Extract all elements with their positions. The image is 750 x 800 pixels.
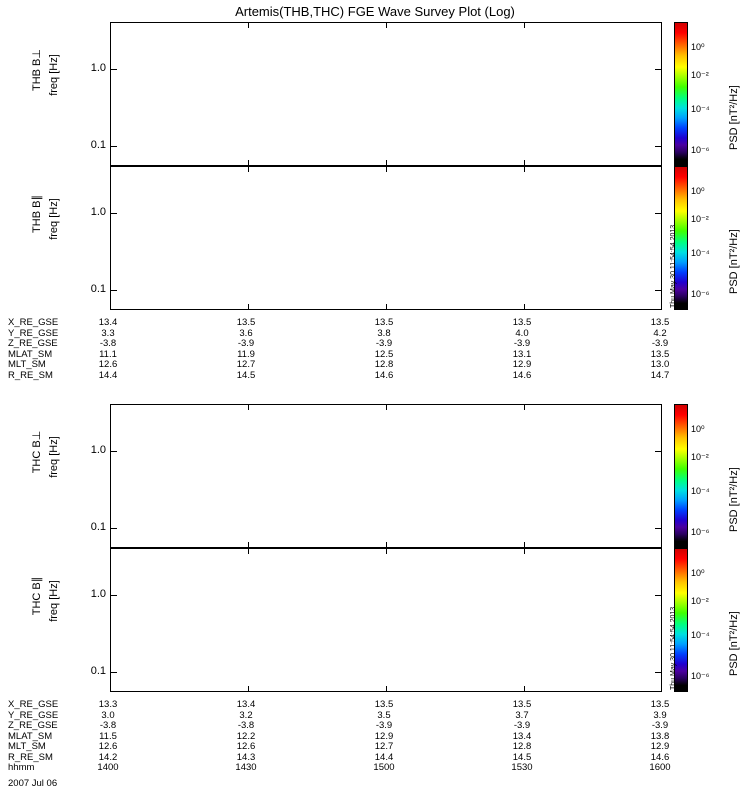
colorbar-3-tick-1: 10⁻² xyxy=(691,452,709,462)
panel-2-ytick-2: 0.1 xyxy=(90,283,106,295)
ephemeris-value: 14.2 xyxy=(98,751,118,763)
ephemeris-value: 12.5 xyxy=(374,348,394,360)
ephemeris-label: Y_RE_GSE xyxy=(8,709,59,721)
ephemeris-value: 13.5 xyxy=(650,699,670,710)
ephemeris-value: 4.0 xyxy=(515,327,529,339)
ephemeris-value: 3.3 xyxy=(101,327,115,339)
panel-4-y-title: THC B∥ xyxy=(31,576,43,616)
ephemeris-value: 12.9 xyxy=(512,359,532,370)
panel-3-y-subtitle: freq [Hz] xyxy=(48,436,60,478)
ephemeris-value: 12.8 xyxy=(512,741,532,752)
ephemeris-value: -3.9 xyxy=(375,338,393,349)
colorbar-3-tick-0: 10⁰ xyxy=(691,424,705,434)
ephemeris-value: 14.5 xyxy=(512,751,532,763)
ephemeris-value: -3.9 xyxy=(375,720,393,731)
ephemeris-value: 13.5 xyxy=(650,317,670,328)
colorbar-3-tick-3: 10⁻⁶ xyxy=(691,527,710,537)
panel-1-ytick-1: 1.0 xyxy=(90,62,106,74)
ephemeris-value: 3.2 xyxy=(239,709,253,721)
ephemeris-value: 13.5 xyxy=(374,317,394,328)
ephemeris-value: -3.9 xyxy=(651,720,669,731)
ephemeris-label: R_RE_SM xyxy=(8,751,53,763)
ephemeris-label: Z_RE_GSE xyxy=(8,720,58,731)
page-title: Artemis(THB,THC) FGE Wave Survey Plot (Log) xyxy=(235,4,515,19)
ephemeris-value: 13.3 xyxy=(98,699,118,710)
ephemeris-value: 14.6 xyxy=(374,369,394,381)
panel-thb-bperp xyxy=(110,22,662,166)
colorbar-1-label: PSD [nT²/Hz] xyxy=(728,85,740,150)
panel-2-y-title: THB B∥ xyxy=(31,195,43,233)
panel-thc-bpar xyxy=(110,548,662,692)
ephemeris-value: 13.5 xyxy=(650,348,670,360)
ephemeris-value: 12.6 xyxy=(98,741,118,752)
xtick-label: 1500 xyxy=(373,762,395,773)
ephemeris-value: -3.9 xyxy=(513,720,531,731)
ephemeris-value: 12.9 xyxy=(650,741,670,752)
ephemeris-value: -3.9 xyxy=(237,338,255,349)
colorbar-4-tick-1: 10⁻² xyxy=(691,596,709,606)
ephemeris-label: MLAT_SM xyxy=(8,730,53,742)
panel-3-ytick-1: 1.0 xyxy=(90,444,106,456)
ephemeris-value: 14.7 xyxy=(650,369,670,381)
ephemeris-value: 12.7 xyxy=(374,741,394,752)
colorbar-1-tick-0: 10⁰ xyxy=(691,42,705,52)
panel-3-ytick-2: 0.1 xyxy=(90,521,106,533)
colorbar-1-tick-1: 10⁻² xyxy=(691,70,709,80)
ephemeris-value: 12.6 xyxy=(236,741,256,752)
ephemeris-value: 14.4 xyxy=(98,369,118,381)
ephemeris-value: 13.4 xyxy=(98,317,118,328)
colorbar-4-tick-0: 10⁰ xyxy=(691,568,705,578)
ephemeris-row xyxy=(8,371,748,382)
panel-1-y-title: THB B⊥ xyxy=(31,49,43,91)
ephemeris-value: 14.3 xyxy=(236,751,256,763)
panel-1-y-subtitle: freq [Hz] xyxy=(48,54,60,96)
ephemeris-value: -3.8 xyxy=(237,720,255,731)
date-label: 2007 Jul 06 xyxy=(8,778,58,789)
ephemeris-value: -3.9 xyxy=(651,338,669,349)
ephemeris-value: 3.5 xyxy=(377,709,391,721)
ephemeris-value: 11.1 xyxy=(99,348,117,360)
ephemeris-value: 13.5 xyxy=(236,317,256,328)
panel-2-y-subtitle: freq [Hz] xyxy=(48,198,60,240)
panel-4-y-subtitle: freq [Hz] xyxy=(48,580,60,622)
ephemeris-table-top xyxy=(8,318,748,381)
ephemeris-value: 13.5 xyxy=(374,699,394,710)
ephemeris-label: MLT_SM xyxy=(8,741,46,752)
ephemeris-row xyxy=(8,742,748,753)
ephemeris-value: 3.6 xyxy=(239,327,253,339)
ephemeris-value: 14.6 xyxy=(512,369,532,381)
panel-3-y-title: THC B⊥ xyxy=(31,430,43,474)
ephemeris-value: 13.5 xyxy=(512,317,532,328)
colorbar-1-tick-3: 10⁻⁶ xyxy=(691,145,710,155)
ephemeris-value: 13.8 xyxy=(650,730,670,742)
ephemeris-label: X_RE_GSE xyxy=(8,699,59,710)
colorbar-2-tick-1: 10⁻² xyxy=(691,214,709,224)
ephemeris-value: 12.7 xyxy=(236,359,256,370)
ephemeris-label: Z_RE_GSE xyxy=(8,338,58,349)
ephemeris-value: 13.4 xyxy=(512,730,532,742)
colorbar-2-label: PSD [nT²/Hz] xyxy=(728,229,740,294)
ephemeris-row xyxy=(8,318,748,329)
ephemeris-value: 11.9 xyxy=(237,348,255,360)
ephemeris-row xyxy=(8,700,748,711)
ephemeris-value: -3.9 xyxy=(513,338,531,349)
ephemeris-value: 13.1 xyxy=(512,348,532,360)
ephemeris-label: R_RE_SM xyxy=(8,369,53,381)
colorbar-3-label: PSD [nT²/Hz] xyxy=(728,467,740,532)
colorbar-2-tick-0: 10⁰ xyxy=(691,186,705,196)
ephemeris-value: 12.9 xyxy=(374,730,394,742)
colorbar-3-tick-2: 10⁻⁴ xyxy=(691,486,710,496)
ephemeris-table-bottom xyxy=(8,700,748,774)
xtick-label: 1530 xyxy=(511,762,533,773)
ephemeris-value: 14.5 xyxy=(236,369,256,381)
ephemeris-value: 12.6 xyxy=(98,359,118,370)
panel-thb-bpar xyxy=(110,166,662,310)
ephemeris-row-time xyxy=(8,763,748,774)
colorbar-1-tick-2: 10⁻⁴ xyxy=(691,104,710,114)
xtick-label: 1600 xyxy=(649,762,671,773)
ephemeris-value: 3.9 xyxy=(653,709,667,721)
ephemeris-value: 14.6 xyxy=(650,751,670,763)
ephemeris-value: 14.4 xyxy=(374,751,394,763)
xtick-label: 1430 xyxy=(235,762,257,773)
ephemeris-value: -3.8 xyxy=(99,338,117,349)
ephemeris-value: -3.8 xyxy=(99,720,117,731)
ephemeris-value: 3.8 xyxy=(377,327,391,339)
timestamp-2: Thu May 30 11:54:54 2013 xyxy=(670,606,677,690)
ephemeris-row xyxy=(8,721,748,732)
panel-4-ytick-2: 0.1 xyxy=(90,665,106,677)
ephemeris-value: 13.4 xyxy=(236,699,256,710)
ephemeris-value: 3.7 xyxy=(515,709,529,721)
colorbar-4-tick-2: 10⁻⁴ xyxy=(691,630,710,640)
panel-1-ytick-2: 0.1 xyxy=(90,139,106,151)
panel-thc-bperp xyxy=(110,404,662,548)
timestamp-1: Thu May 30 11:54:54 2013 xyxy=(670,224,677,308)
colorbar-4-label: PSD [nT²/Hz] xyxy=(728,611,740,676)
panel-2-ytick-1: 1.0 xyxy=(90,206,106,218)
ephemeris-value: 12.2 xyxy=(236,730,256,742)
ephemeris-label-hhmm: hhmm xyxy=(8,762,35,773)
colorbar-2-tick-3: 10⁻⁶ xyxy=(691,289,710,299)
ephemeris-value: 3.0 xyxy=(101,709,115,721)
ephemeris-value: 13.5 xyxy=(512,699,532,710)
ephemeris-value: 13.0 xyxy=(650,359,670,370)
ephemeris-label: Y_RE_GSE xyxy=(8,327,59,339)
ephemeris-value: 12.8 xyxy=(374,359,394,370)
ephemeris-row xyxy=(8,360,748,371)
colorbar-2-tick-2: 10⁻⁴ xyxy=(691,248,710,258)
colorbar-4-tick-3: 10⁻⁶ xyxy=(691,671,710,681)
ephemeris-label: X_RE_GSE xyxy=(8,317,59,328)
ephemeris-label: MLT_SM xyxy=(8,359,46,370)
ephemeris-label: MLAT_SM xyxy=(8,348,53,360)
xtick-label: 1400 xyxy=(97,762,119,773)
ephemeris-row xyxy=(8,339,748,350)
colorbar-3 xyxy=(674,404,688,548)
panel-4-ytick-1: 1.0 xyxy=(90,588,106,600)
ephemeris-value: 4.2 xyxy=(653,327,667,339)
colorbar-1 xyxy=(674,22,688,166)
ephemeris-value: 11.5 xyxy=(99,730,117,742)
